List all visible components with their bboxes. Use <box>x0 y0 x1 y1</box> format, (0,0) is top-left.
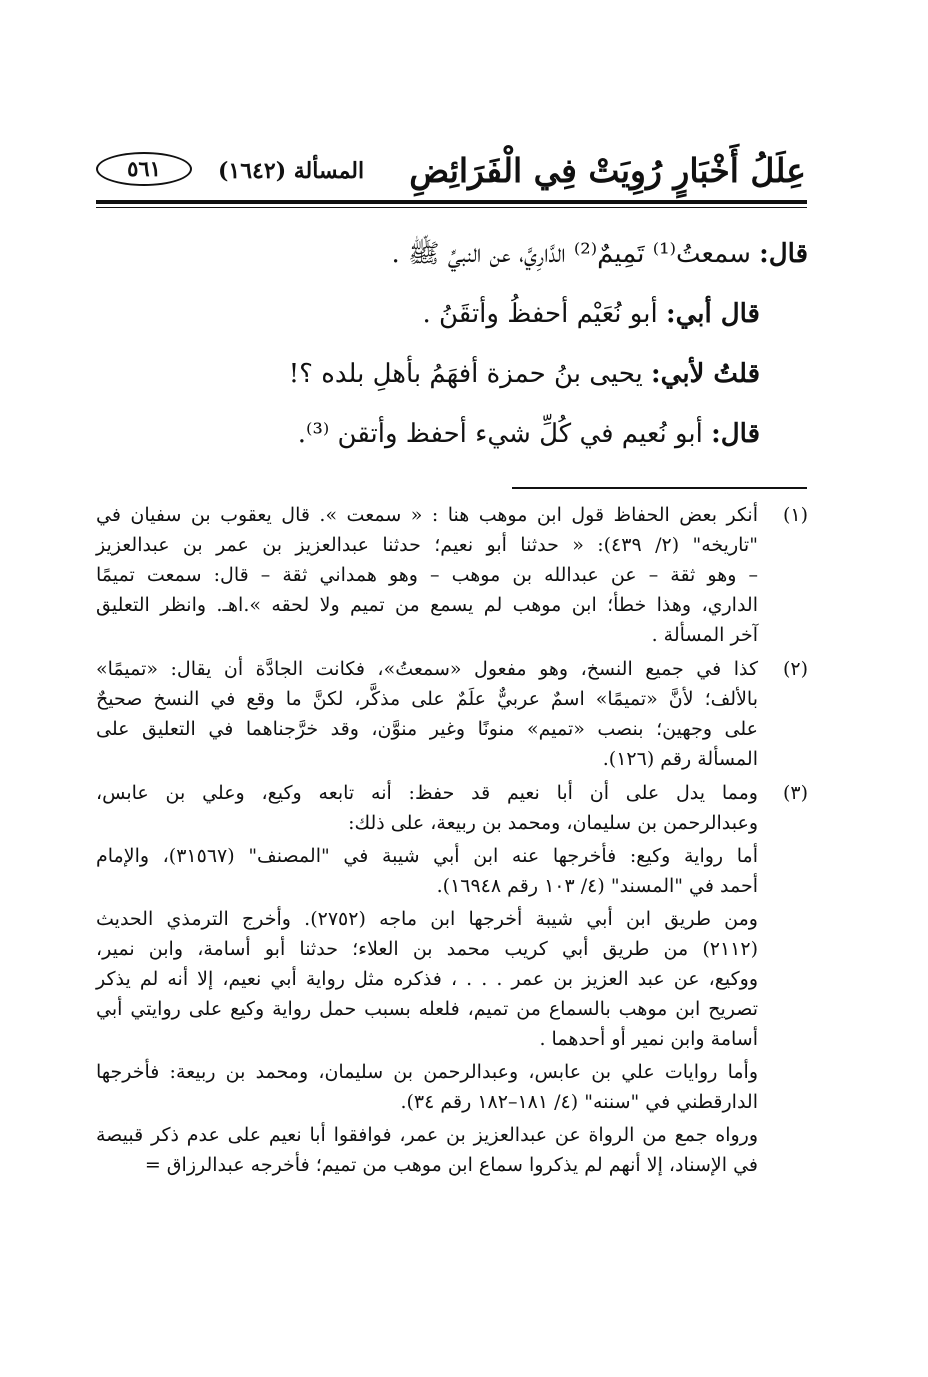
footnote-line: أنكر بعض الحفاظ قول ابن موهب هنا : « سمعت ». قال يعقوب بن سفيان في <box>96 504 758 526</box>
footnote-paragraph <box>96 1057 758 1117</box>
footnote-line: بالألف؛ لأنَّ «تميمًا» اسمٌ عربيٌّ علَمٌ على مذكَّر، لكنَّ ما وقع في النسخ صحيحٌ <box>96 688 758 710</box>
book-title: عِلَلُ أَخْبَارٍ رُوِيَتْ فِي الْفَرَائِضِ <box>409 151 806 190</box>
footnote-line: أما رواية وكيع: فأخرجها عنه ابن أبي شيبة في "المصنف" (٣١٥٦٧)، والإمام <box>96 845 758 867</box>
footnote-line: آخر المسألة . <box>651 624 758 646</box>
footnote-line: كذا في جميع النسخ، وهو مفعول «سمعتُ»، فكانت الجادَّة أن يقال: «تميمًا» <box>96 658 758 680</box>
main-line-text: يحيى بنُ حمزة أفهَمُ بأهلِ بلده ؟! <box>288 359 652 389</box>
footnote-paragraph <box>96 841 758 901</box>
running-header <box>96 150 806 192</box>
footnote <box>96 778 808 1180</box>
footnote-paragraph <box>96 1120 758 1180</box>
footnote-line: المسألة رقم (١٢٦). <box>602 748 758 770</box>
main-line-lead: قال أبي: <box>665 299 760 329</box>
footnote-paragraph <box>96 778 758 838</box>
issue-label: المسألة (١٦٤٢) <box>218 158 365 184</box>
main-line-lead: قلتُ لأبي: <box>651 359 760 389</box>
main-line-text: أبو نُعَيْم أحفظُ وأتقَنُ . <box>422 299 666 329</box>
footnote-line: الداري، وهذا خطأ؛ ابن موهب لم يسمع من تميم ولا لحقه ».اهـ. وانظر التعليق <box>96 594 758 616</box>
footnote-line: في الإسناد، إلا أنهم لم يذكروا سماع ابن موهب من تميم؛ فأخرجه عبدالرزاق = <box>144 1154 758 1176</box>
footnote-line: أسامة وابن نمير أو أحدهما . <box>539 1028 758 1050</box>
footnote-line: – وهو ثقة – عن عبدالله بن موهب – وهو همداني ثقة – قال: سمعت تميمًا <box>96 564 758 586</box>
footnotes <box>96 500 808 1184</box>
main-line-lead: قال: <box>759 239 808 269</box>
footnote <box>96 654 808 774</box>
footnote-line: على وجهين؛ بنصب «تميم» منونًا وغير منوَّن، وقد خرَّجناهما في التعليق على <box>96 718 758 740</box>
main-text <box>96 224 808 464</box>
main-line <box>96 404 808 464</box>
footnote-line: ورواه جمع من الرواة عن عبدالعزيز بن عمر، فوافقوا أبا نعيم على عدم ذكر قبيصة <box>96 1124 758 1146</box>
footnote-line: أحمد في "المسند" (٤/ ١٠٣ رقم ١٦٩٤٨). <box>436 875 758 897</box>
main-line-text: سمعتُ⁽¹⁾ تَمِيمٌ⁽²⁾ الدَّارِيَّ، عن النبيِّ ﷺ . <box>391 239 760 269</box>
footnote-paragraph <box>96 654 758 774</box>
footnote-paragraph <box>96 500 758 650</box>
footnote-number: (٣) <box>782 782 808 804</box>
footnote-number: (٢) <box>782 658 808 680</box>
header-rule-thick <box>96 200 807 204</box>
footnote-line: ومما يدل على أن أبا نعيم قد حفظ: أنه تابعه وكيع، وعلي بن عابس، <box>96 782 758 804</box>
footnote-paragraph <box>96 904 758 1054</box>
main-line <box>96 224 808 284</box>
footnote-line: ووكيع، عن عبد العزيز بن عمر . . . ، فذكره مثل رواية أبي نعيم، إلا أنه لم يذكر <box>96 968 758 990</box>
footnote-line: تصريح ابن موهب بالسماع من تميم، فلعله بسبب حمل رواية وكيع على روايتي أبي <box>96 998 758 1020</box>
page-number: ٥٦١ <box>96 152 192 186</box>
footnote-line: وأما روايات علي بن عابس، وعبدالرحمن بن سليمان، ومحمد بن ربيعة: فأخرجها <box>96 1061 758 1083</box>
main-line-text: أبو نُعيم في كُلِّ شيء أحفظ وأتقن ⁽³⁾. <box>297 419 712 449</box>
footnote-number: (١) <box>782 504 808 526</box>
header-rule-thin <box>96 207 807 208</box>
footnote-line: وعبدالرحمن بن سليمان، ومحمد بن ربيعة، على ذلك: <box>348 812 758 834</box>
main-line <box>96 344 808 404</box>
main-line <box>96 284 808 344</box>
footnote <box>96 500 808 650</box>
footnote-line: الدارقطني في "سننه" (٤/ ١٨١–١٨٢ رقم ٣٤). <box>400 1091 758 1113</box>
main-line-lead: قال: <box>711 419 760 449</box>
footnote-separator <box>512 487 807 489</box>
footnote-line: "تاريخه" (٢/ ٤٣٩): « حدثنا أبو نعيم؛ حدثنا عبدالعزيز بن عمر بن عبدالعزيز <box>96 534 758 556</box>
footnote-line: ومن طريق ابن أبي شيبة أخرجها ابن ماجه (٢٧٥٢). وأخرج الترمذي الحديث <box>96 908 758 930</box>
footnote-line: (٢١١٢) من طريق أبي كريب محمد بن العلاء؛ حدثنا أبو أسامة، وابن نمير، <box>96 938 758 960</box>
